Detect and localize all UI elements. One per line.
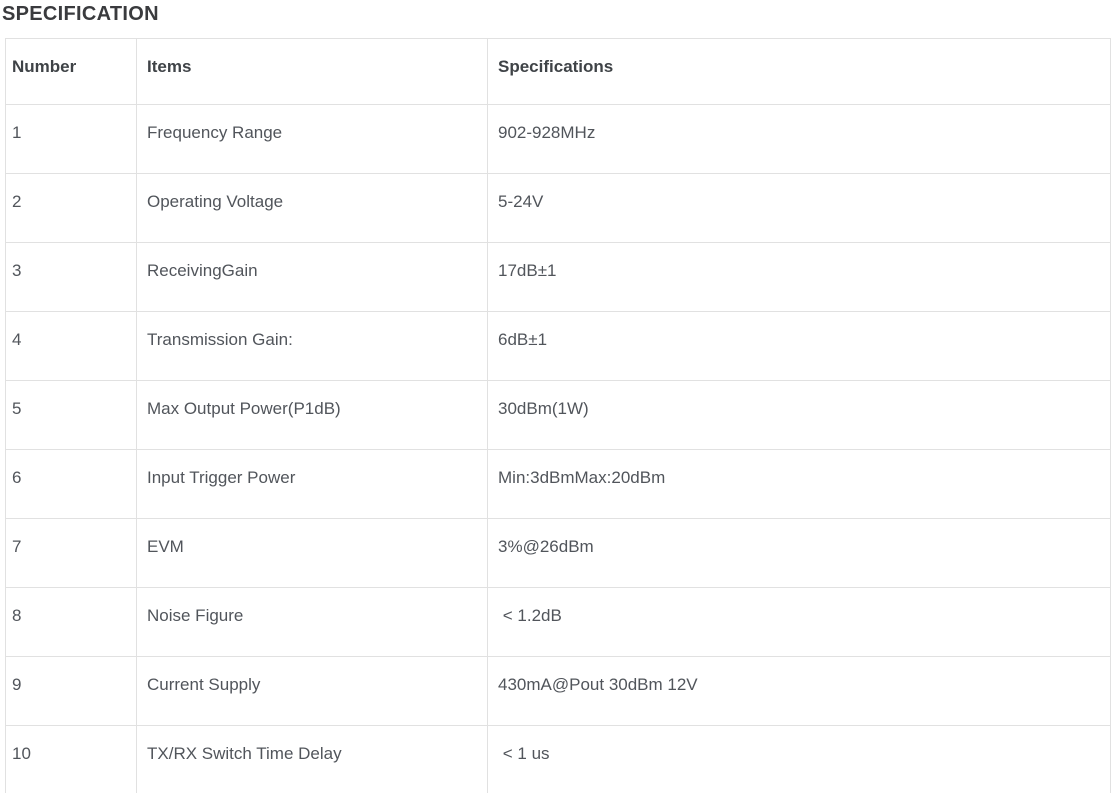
table-body — [6, 105, 1111, 793]
cell-item: Max Output Power(P1dB) — [137, 381, 488, 450]
cell-spec: 5-24V — [488, 174, 1111, 243]
cell-item: ReceivingGain — [137, 243, 488, 312]
table-row — [6, 105, 1111, 174]
cell-spec: Min:3dBmMax:20dBm — [488, 450, 1111, 519]
cell-number: 8 — [6, 588, 137, 657]
table-row — [6, 657, 1111, 726]
cell-item: Transmission Gain: — [137, 312, 488, 381]
table-row — [6, 450, 1111, 519]
table-row — [6, 381, 1111, 450]
cell-number: 5 — [6, 381, 137, 450]
cell-number: 3 — [6, 243, 137, 312]
cell-spec: 902-928MHz — [488, 105, 1111, 174]
specification-table — [5, 38, 1111, 793]
cell-spec: 17dB±1 — [488, 243, 1111, 312]
cell-spec: 30dBm(1W) — [488, 381, 1111, 450]
cell-spec: < 1.2dB — [488, 588, 1111, 657]
cell-number: 1 — [6, 105, 137, 174]
column-header-items: Items — [137, 39, 488, 105]
column-header-number: Number — [6, 39, 137, 105]
cell-number: 10 — [6, 726, 137, 793]
section-title: SPECIFICATION — [2, 3, 159, 25]
cell-item: Current Supply — [137, 657, 488, 726]
cell-item: Input Trigger Power — [137, 450, 488, 519]
cell-spec: < 1 us — [488, 726, 1111, 793]
cell-number: 6 — [6, 450, 137, 519]
column-header-specifications: Specifications — [488, 39, 1111, 105]
cell-number: 9 — [6, 657, 137, 726]
cell-item: Operating Voltage — [137, 174, 488, 243]
table-row — [6, 243, 1111, 312]
cell-spec: 430mA@Pout 30dBm 12V — [488, 657, 1111, 726]
cell-item: EVM — [137, 519, 488, 588]
cell-spec: 6dB±1 — [488, 312, 1111, 381]
table-header-row — [6, 39, 1111, 105]
table-row — [6, 312, 1111, 381]
table-row — [6, 588, 1111, 657]
cell-item: Noise Figure — [137, 588, 488, 657]
cell-item: Frequency Range — [137, 105, 488, 174]
cell-number: 7 — [6, 519, 137, 588]
cell-item: TX/RX Switch Time Delay — [137, 726, 488, 793]
cell-number: 4 — [6, 312, 137, 381]
table-row — [6, 726, 1111, 793]
cell-number: 2 — [6, 174, 137, 243]
table-row — [6, 174, 1111, 243]
cell-spec: 3%@26dBm — [488, 519, 1111, 588]
table-row — [6, 519, 1111, 588]
table-header — [6, 39, 1111, 105]
